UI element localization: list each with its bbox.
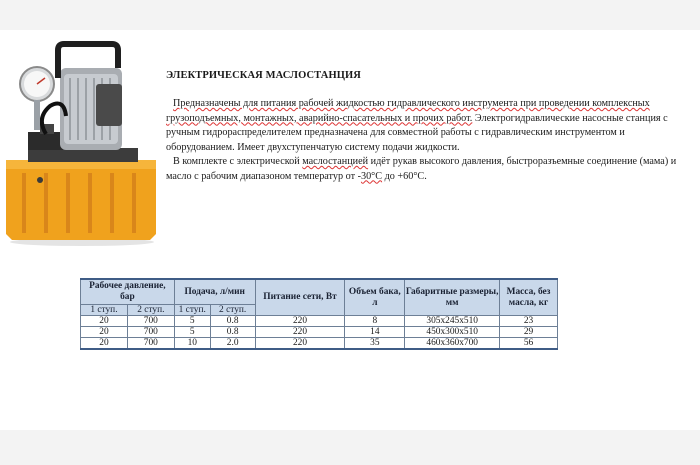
header-power: Питание сети, Вт xyxy=(255,279,345,316)
cell-pressure-1: 20 xyxy=(81,316,128,327)
description xyxy=(166,97,686,184)
cell-pressure-1: 20 xyxy=(81,327,128,338)
cell-dimensions: 305x245x510 xyxy=(405,316,500,327)
cell-flow-1: 5 xyxy=(174,327,210,338)
cell-dimensions: 450x300x510 xyxy=(405,327,500,338)
cell-flow-2: 2.0 xyxy=(210,338,255,350)
cell-flow-2: 0.8 xyxy=(210,316,255,327)
hydraulic-pump-image xyxy=(0,38,162,248)
cell-dimensions: 460x360x700 xyxy=(405,338,500,350)
cell-tank: 14 xyxy=(345,327,405,338)
cell-power: 220 xyxy=(255,338,345,350)
table-row xyxy=(81,338,558,350)
cell-mass: 23 xyxy=(500,316,558,327)
description-paragraph-1 xyxy=(166,97,686,155)
cell-tank: 8 xyxy=(345,316,405,327)
top-band xyxy=(0,0,700,30)
cell-power: 220 xyxy=(255,316,345,327)
description-text-kit: В комплекте с электрической xyxy=(173,156,303,167)
header-flow-stage-2: 2 ступ. xyxy=(210,305,255,316)
cell-flow-1: 10 xyxy=(174,338,210,350)
header-pressure: Рабочее давление, бар xyxy=(81,279,175,305)
description-text-station-word: маслостанцией xyxy=(302,156,369,167)
cell-flow-2: 0.8 xyxy=(210,327,255,338)
description-text-purpose: Предназначены для питания рабочей жидкостью гидравлического инструмента при проведении комплексных грузоподъемных, монтажных, аварийно-спасательных и прочих работ. xyxy=(166,98,650,124)
cell-mass: 56 xyxy=(500,338,558,350)
cell-pressure-2: 700 xyxy=(127,316,174,327)
header-flow: Подача, л/мин xyxy=(174,279,255,305)
specifications-table xyxy=(80,278,558,350)
cell-flow-1: 5 xyxy=(174,316,210,327)
cell-pressure-2: 700 xyxy=(127,338,174,350)
header-dimensions: Габаритные размеры, мм xyxy=(405,279,500,316)
cell-tank: 35 xyxy=(345,338,405,350)
description-paragraph-2 xyxy=(166,155,686,184)
cell-mass: 29 xyxy=(500,327,558,338)
description-text-hose: идёт рукав высокого давления, быстроразъемные соединение (мама) и масло с рабочим диапазоном температур от - xyxy=(166,156,677,182)
description-text-station: Электрогидравлические насосные станция с ручным гидрораспределителем предназначена для совместной работы с гидравлическим инструментом и оборудованием. Имеет двухступенчатую систему подачи жидкости. xyxy=(166,112,668,153)
cell-power: 220 xyxy=(255,327,345,338)
document-title: ЭЛЕКТРИЧЕСКАЯ МАСЛОСТАНЦИЯ xyxy=(166,70,361,81)
bottom-band xyxy=(0,430,700,465)
description-text-temp-high: до +60°С. xyxy=(382,170,427,182)
header-pressure-stage-2: 2 ступ. xyxy=(127,305,174,316)
cell-pressure-1: 20 xyxy=(81,338,128,350)
header-flow-stage-1: 1 ступ. xyxy=(174,305,210,316)
header-mass: Масса, без масла, кг xyxy=(500,279,558,316)
cell-pressure-2: 700 xyxy=(127,327,174,338)
header-pressure-stage-1: 1 ступ. xyxy=(81,305,128,316)
header-tank: Объем бака, л xyxy=(345,279,405,316)
table-row xyxy=(81,327,558,338)
description-text-temp-low: 30°С xyxy=(360,170,383,182)
table-row xyxy=(81,316,558,327)
